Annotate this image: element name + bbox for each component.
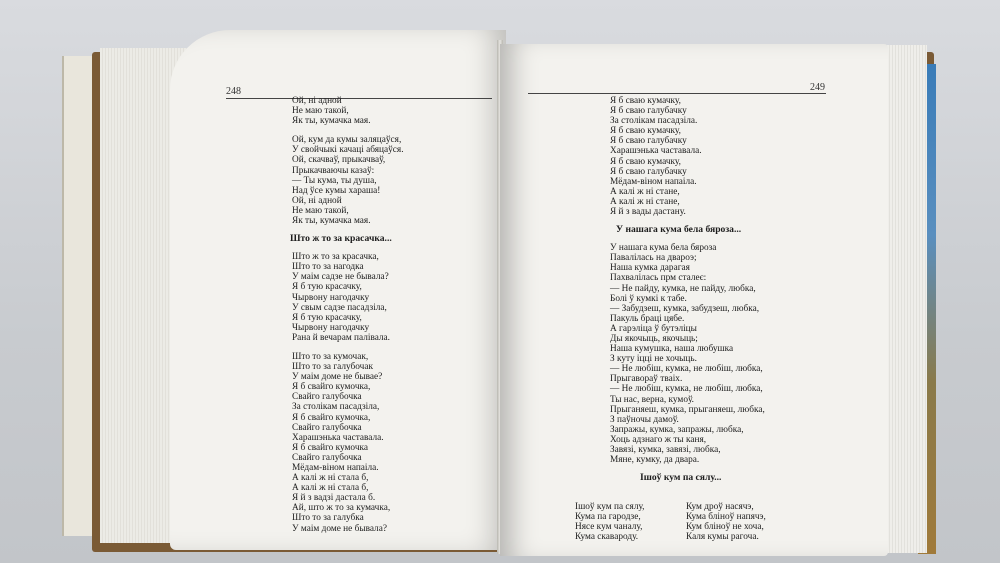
poem-line: Кума бліноў напячэ, [686, 512, 766, 523]
poem-line: Я б сваю галубачку [610, 136, 687, 147]
poem-line: Ой, ні адной [292, 195, 342, 206]
poem-line: Ай, што ж то за кумачка, [292, 503, 391, 514]
right-poem-column-right [686, 502, 766, 542]
poem-line: Кума скавароду. [575, 532, 639, 543]
poem-line: Што то за галубочак [292, 362, 373, 373]
right-poem-text [610, 96, 765, 491]
left-page [170, 30, 506, 550]
poem-line: Я б сваю кумачку, [610, 156, 681, 167]
poem-line: У нашага кума бела бяроза [610, 243, 717, 254]
poem-line: У свойчыкі качаці абяцаўся. [292, 145, 404, 156]
poem-line: Кума па гародзе, [575, 512, 641, 523]
poem-line: Над ўсе кумы хараша! [292, 185, 381, 196]
poem-line: Завязі, кумка, завязі, любка, [610, 445, 721, 455]
poem-line: Свайго галубочка [292, 452, 362, 463]
poem-line: Наша кумка дарагая [610, 263, 690, 274]
right-poem-column-left [575, 502, 645, 542]
poem-line: Я б сваю галубачку [610, 106, 687, 117]
poem-line: Ой, кум да кумы заляцаўся, [292, 135, 402, 146]
poem-line: Што то за нагодка [292, 262, 364, 273]
poem-line: У маім доме не бывае? [292, 372, 383, 383]
poem-line: Рана й вечарам палівала. [292, 332, 391, 343]
poem-line: Наша кумушка, наша любушка [610, 344, 734, 355]
poem-line: А калі ж ні стала б, [292, 473, 369, 484]
poem-line: — Ты кума, ты душа, [292, 175, 377, 186]
right-header-rule [528, 93, 826, 94]
poem-line: — Не любіш, кумка, не любіш, любка, [610, 364, 763, 375]
poem-line: Кум дроў насячэ, [686, 502, 754, 512]
poem-line: Прыганяеш, кумка, прыганяеш, любка, [610, 404, 765, 415]
poem-line: Ой, скачваў, прыкачваў, [292, 155, 386, 166]
poem-line: Я б тую красачку, [292, 312, 362, 323]
poem-line: Нясе кум чаналу, [575, 522, 643, 533]
poem-line: Я б сваю кумачку, [610, 126, 681, 137]
poem-line: Харашэнька частавала. [292, 432, 384, 443]
poem-line: Ішоў кум па сялу, [575, 502, 645, 512]
poem-line: Як ты, кумачка мая. [292, 116, 371, 127]
right-page-number: 249 [810, 82, 825, 93]
poem-line: Не маю такой, [292, 205, 349, 216]
poem-line: Павалілась на двароэ; [610, 253, 697, 264]
poem-line: Ой, ні адной [292, 96, 342, 106]
poem-line: Я б тую красачку, [292, 282, 362, 293]
poem-line: Я б свайго кумочка, [292, 412, 371, 423]
poem-line: Чырвону нагодачку [292, 292, 370, 303]
poem-line: А калі ж ні стала б, [292, 483, 369, 494]
poem-line: А калі ж ні стане, [610, 186, 680, 197]
poem-line: Каля кумы рагоча. [686, 532, 759, 543]
poem-line: У маім доме не бывала? [292, 523, 387, 534]
poem-line: Што то за галубка [292, 513, 364, 524]
poem-line: З куту іцці не хочыць. [610, 354, 697, 365]
poem-line: Прыкачваючы казаў: [292, 165, 375, 176]
poem-line: А гарэліца ў бутэліцы [610, 323, 697, 334]
poem-line: Прыгавораў тваіх. [610, 374, 683, 385]
poem-line: Мёдам-віном напаіла. [610, 176, 697, 187]
poem-line: Мяне, кумку, да двара. [610, 455, 700, 466]
poem-line: Запражы, кумка, запражы, любка, [610, 424, 744, 435]
poem-line: Харашэнька частавала. [610, 146, 702, 157]
poem-line: Свайго галубочка [292, 392, 362, 403]
poem-line: Ты нас, верна, кумоў. [610, 394, 695, 405]
poem-title: Ішоў кум па сялу... [640, 472, 722, 484]
left-poem-text [292, 96, 404, 534]
poem-line: У маім садзе не бывала? [292, 272, 389, 283]
poem-line: Чырвону нагодачку [292, 322, 370, 333]
poem-title: Што ж то за красачка... [290, 233, 392, 245]
poem-line: Не маю такой, [292, 106, 349, 117]
poem-line: Пакуль браці цябе. [610, 313, 685, 324]
poem-line: Я й з вадзі дастала б. [292, 493, 376, 504]
poem-line: А калі ж ні стане, [610, 196, 680, 207]
poem-line: У свым садзе пасадзіла, [292, 302, 387, 313]
poem-line: Я б сваю галубачку [610, 166, 687, 177]
poem-line: Як ты, кумачка мая. [292, 216, 371, 227]
poem-line: За столікам пасадзіла, [292, 402, 380, 413]
poem-line: Ды якочыць, якочыць; [610, 333, 698, 344]
poem-line: Што ж то за красачка, [292, 252, 379, 263]
poem-line: Хоць адзнаго ж ты каня, [610, 434, 707, 445]
poem-line: Я б свайго кумочка, [292, 382, 371, 393]
poem-line: З паўночы дамоў. [610, 414, 679, 425]
poem-line: Што то за кумочак, [292, 351, 369, 362]
poem-line: Свайго галубочка [292, 422, 362, 433]
poem-line: Кум бліноў не хоча, [686, 522, 764, 533]
poem-line: — Не любіш, кумка, не любіш, любка, [610, 384, 763, 395]
poem-title: У нашага кума бела бяроза... [616, 224, 742, 236]
poem-line: Болі ў кумкі к табе. [610, 293, 687, 304]
poem-line: Я б свайго кумочка [292, 442, 369, 453]
poem-line: За столікам пасадзіла. [610, 116, 698, 127]
right-page [500, 44, 888, 556]
poem-line: — Не пайду, кумка, не пайду, любка, [610, 283, 756, 294]
poem-line: Я й з вады дастану. [610, 207, 686, 218]
poem-line: Я б сваю кумачку, [610, 96, 681, 106]
poem-line: Мёдам-віном напаіла. [292, 463, 379, 473]
left-page-number: 248 [226, 86, 241, 97]
poem-line: — Забудзеш, кумка, забудзеш, любка, [610, 303, 760, 314]
poem-line: Пахвалілась прм сталеє: [610, 273, 707, 284]
